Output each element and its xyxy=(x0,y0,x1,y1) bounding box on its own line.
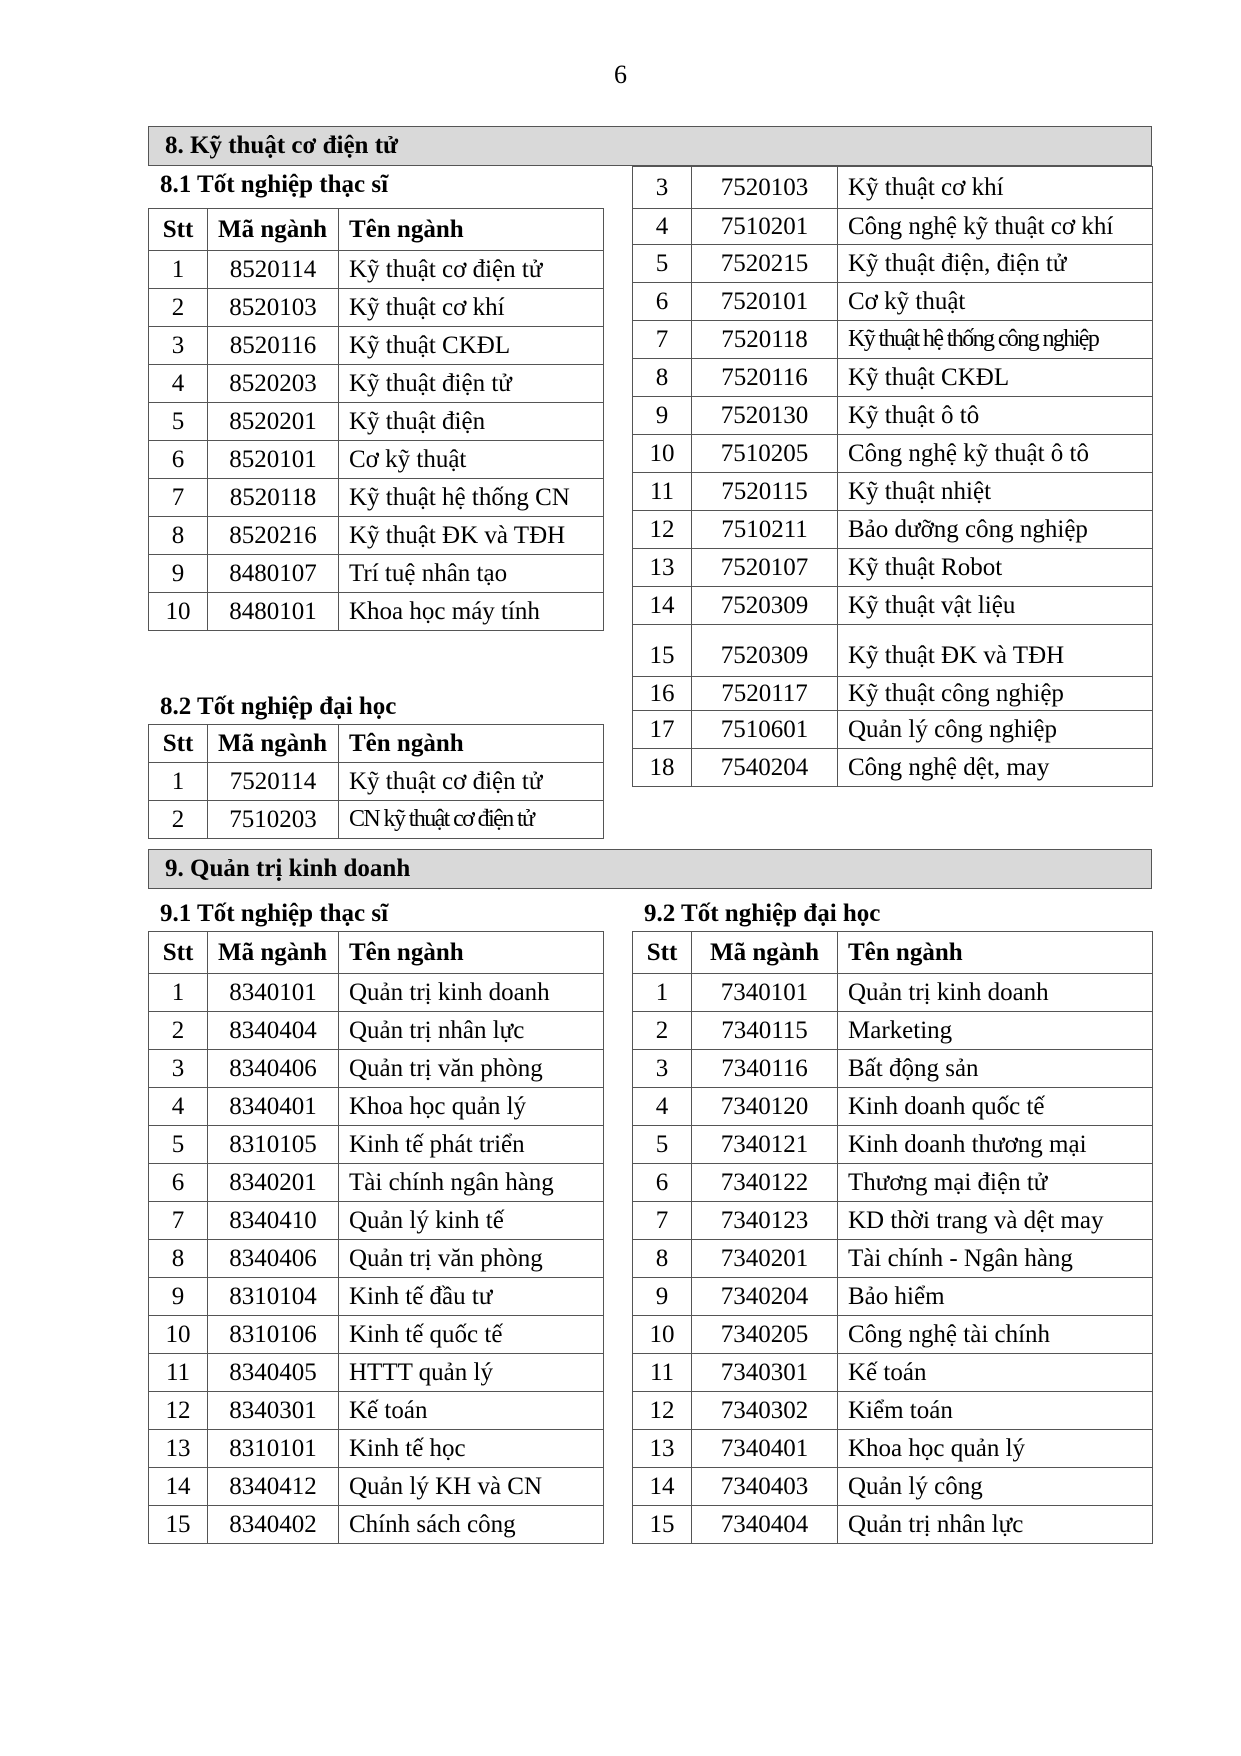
table-row xyxy=(149,1050,604,1088)
row-code: 7510211 xyxy=(692,511,838,549)
table-row xyxy=(633,321,1153,359)
header-stt: Stt xyxy=(149,209,208,251)
row-code: 8480107 xyxy=(208,555,339,593)
table-row xyxy=(633,1468,1153,1506)
row-code: 7520115 xyxy=(692,473,838,511)
row-stt: 8 xyxy=(149,1240,208,1278)
row-name: Kinh doanh thương mại xyxy=(838,1126,1153,1164)
row-code: 7520309 xyxy=(692,625,838,677)
row-name: Kỹ thuật hệ thống CN xyxy=(339,479,604,517)
header-code: Mã ngành xyxy=(208,209,339,251)
row-code: 8340405 xyxy=(208,1354,339,1392)
row-code: 7340204 xyxy=(692,1278,838,1316)
table-row xyxy=(633,283,1153,321)
row-code: 7520116 xyxy=(692,359,838,397)
table-row xyxy=(633,677,1153,711)
section-9-1-table xyxy=(148,931,604,1544)
row-name: Kỹ thuật điện tử xyxy=(339,365,604,403)
row-code: 8340406 xyxy=(208,1050,339,1088)
row-code: 8340406 xyxy=(208,1240,339,1278)
row-code: 7520107 xyxy=(692,549,838,587)
row-stt: 10 xyxy=(149,1316,208,1354)
row-code: 7340404 xyxy=(692,1506,838,1544)
row-stt: 16 xyxy=(633,677,692,711)
row-stt: 6 xyxy=(149,1164,208,1202)
row-stt: 7 xyxy=(149,479,208,517)
row-name: Công nghệ kỹ thuật cơ khí xyxy=(838,209,1153,245)
row-stt: 6 xyxy=(633,283,692,321)
table-row xyxy=(149,1126,604,1164)
row-name: Kiểm toán xyxy=(838,1392,1153,1430)
table-row xyxy=(149,479,604,517)
row-stt: 8 xyxy=(149,517,208,555)
table-row xyxy=(633,1430,1153,1468)
row-stt: 8 xyxy=(633,1240,692,1278)
section-9-2-table xyxy=(632,931,1153,1544)
row-code: 8520103 xyxy=(208,289,339,327)
row-name: Cơ kỹ thuật xyxy=(339,441,604,479)
header-stt: Stt xyxy=(149,725,208,763)
row-name: Kỹ thuật hệ thống công nghiệp xyxy=(838,321,1153,359)
table-row xyxy=(149,555,604,593)
table-row xyxy=(149,1316,604,1354)
table-row xyxy=(633,1316,1153,1354)
row-code: 8310104 xyxy=(208,1278,339,1316)
table-row xyxy=(149,801,604,839)
row-name: Kế toán xyxy=(838,1354,1153,1392)
table-row xyxy=(633,1050,1153,1088)
table-row xyxy=(633,749,1153,787)
row-name: Thương mại điện tử xyxy=(838,1164,1153,1202)
row-stt: 1 xyxy=(633,974,692,1012)
table-row xyxy=(149,289,604,327)
row-stt: 4 xyxy=(149,365,208,403)
row-stt: 3 xyxy=(633,1050,692,1088)
row-stt: 12 xyxy=(633,511,692,549)
table-row xyxy=(149,1430,604,1468)
table-row xyxy=(149,1088,604,1126)
row-code: 7340115 xyxy=(692,1012,838,1050)
header-stt: Stt xyxy=(633,932,692,974)
table-row xyxy=(633,1278,1153,1316)
row-stt: 9 xyxy=(633,397,692,435)
row-stt: 10 xyxy=(633,1316,692,1354)
row-stt: 14 xyxy=(633,1468,692,1506)
row-name: Kỹ thuật ĐK và TĐH xyxy=(339,517,604,555)
row-name: Kinh tế đầu tư xyxy=(339,1278,604,1316)
row-name: Kinh tế quốc tế xyxy=(339,1316,604,1354)
table-row xyxy=(149,365,604,403)
row-name: Tài chính - Ngân hàng xyxy=(838,1240,1153,1278)
table-row xyxy=(633,397,1153,435)
row-code: 7340116 xyxy=(692,1050,838,1088)
header-code: Mã ngành xyxy=(208,725,339,763)
row-code: 8520203 xyxy=(208,365,339,403)
row-name: Quản trị kinh doanh xyxy=(838,974,1153,1012)
row-name: Kỹ thuật điện, điện tử xyxy=(838,245,1153,283)
row-code: 7520309 xyxy=(692,587,838,625)
row-code: 8340410 xyxy=(208,1202,339,1240)
table-row xyxy=(633,511,1153,549)
row-name: Quản trị văn phòng xyxy=(339,1050,604,1088)
table-row xyxy=(633,1202,1153,1240)
row-stt: 5 xyxy=(149,1126,208,1164)
row-code: 8340402 xyxy=(208,1506,339,1544)
row-stt: 9 xyxy=(149,555,208,593)
row-name: Marketing xyxy=(838,1012,1153,1050)
row-name: Kỹ thuật Robot xyxy=(838,549,1153,587)
row-stt: 6 xyxy=(633,1164,692,1202)
table-row xyxy=(149,763,604,801)
row-name: Quản lý KH và CN xyxy=(339,1468,604,1506)
row-name: Khoa học quản lý xyxy=(838,1430,1153,1468)
row-code: 8340404 xyxy=(208,1012,339,1050)
header-name: Tên ngành xyxy=(339,725,604,763)
row-code: 7510205 xyxy=(692,435,838,473)
row-stt: 4 xyxy=(633,1088,692,1126)
row-name: CN kỹ thuật cơ điện tử xyxy=(339,801,604,839)
row-stt: 5 xyxy=(149,403,208,441)
row-name: Kỹ thuật công nghiệp xyxy=(838,677,1153,711)
row-name: Bảo hiểm xyxy=(838,1278,1153,1316)
header-code: Mã ngành xyxy=(208,932,339,974)
row-name: Quản lý công xyxy=(838,1468,1153,1506)
table-row xyxy=(633,1012,1153,1050)
table-row xyxy=(149,1202,604,1240)
row-name: Khoa học máy tính xyxy=(339,593,604,631)
row-name: Kỹ thuật cơ điện tử xyxy=(339,251,604,289)
row-stt: 2 xyxy=(149,1012,208,1050)
row-code: 7520117 xyxy=(692,677,838,711)
row-code: 7520118 xyxy=(692,321,838,359)
row-stt: 14 xyxy=(149,1468,208,1506)
row-name: KD thời trang và dệt may xyxy=(838,1202,1153,1240)
row-name: Trí tuệ nhân tạo xyxy=(339,555,604,593)
section-8-header: 8. Kỹ thuật cơ điện tử xyxy=(148,126,1152,166)
row-stt: 3 xyxy=(149,327,208,365)
row-stt: 11 xyxy=(149,1354,208,1392)
row-code: 7520101 xyxy=(692,283,838,321)
table-header-row xyxy=(633,932,1153,974)
row-code: 8340301 xyxy=(208,1392,339,1430)
row-stt: 1 xyxy=(149,763,208,801)
row-stt: 12 xyxy=(633,1392,692,1430)
row-name: Chính sách công xyxy=(339,1506,604,1544)
row-code: 7510203 xyxy=(208,801,339,839)
row-code: 7340401 xyxy=(692,1430,838,1468)
row-code: 7520130 xyxy=(692,397,838,435)
row-stt: 4 xyxy=(633,209,692,245)
row-stt: 15 xyxy=(149,1506,208,1544)
row-stt: 9 xyxy=(149,1278,208,1316)
row-stt: 1 xyxy=(149,974,208,1012)
row-code: 7520215 xyxy=(692,245,838,283)
row-name: Quản trị văn phòng xyxy=(339,1240,604,1278)
row-stt: 13 xyxy=(633,1430,692,1468)
row-code: 8480101 xyxy=(208,593,339,631)
row-name: Quản trị nhân lực xyxy=(838,1506,1153,1544)
table-row xyxy=(149,251,604,289)
row-name: Quản trị kinh doanh xyxy=(339,974,604,1012)
row-name: Kinh tế phát triển xyxy=(339,1126,604,1164)
table-row xyxy=(633,1126,1153,1164)
row-code: 7340122 xyxy=(692,1164,838,1202)
table-row xyxy=(633,359,1153,397)
header-name: Tên ngành xyxy=(339,209,604,251)
row-stt: 3 xyxy=(149,1050,208,1088)
row-name: Kỹ thuật CKĐL xyxy=(339,327,604,365)
row-code: 8340201 xyxy=(208,1164,339,1202)
row-name: Kế toán xyxy=(339,1392,604,1430)
row-code: 7340301 xyxy=(692,1354,838,1392)
row-name: Công nghệ kỹ thuật ô tô xyxy=(838,435,1153,473)
row-name: Quản trị nhân lực xyxy=(339,1012,604,1050)
table-row xyxy=(149,1240,604,1278)
row-code: 7520114 xyxy=(208,763,339,801)
row-name: Bất động sản xyxy=(838,1050,1153,1088)
row-stt: 3 xyxy=(633,167,692,209)
row-stt: 18 xyxy=(633,749,692,787)
table-row xyxy=(149,1278,604,1316)
row-code: 7340121 xyxy=(692,1126,838,1164)
table-row xyxy=(633,1088,1153,1126)
table-row xyxy=(633,167,1153,209)
row-code: 7340120 xyxy=(692,1088,838,1126)
row-code: 7540204 xyxy=(692,749,838,787)
table-row xyxy=(633,1164,1153,1202)
row-stt: 10 xyxy=(633,435,692,473)
row-code: 8520216 xyxy=(208,517,339,555)
header-name: Tên ngành xyxy=(339,932,604,974)
row-stt: 12 xyxy=(149,1392,208,1430)
section-8-2-table-left xyxy=(148,724,604,839)
table-row xyxy=(149,1164,604,1202)
row-code: 7340205 xyxy=(692,1316,838,1354)
row-name: Kỹ thuật điện xyxy=(339,403,604,441)
row-name: Kinh doanh quốc tế xyxy=(838,1088,1153,1126)
row-code: 8520201 xyxy=(208,403,339,441)
row-stt: 8 xyxy=(633,359,692,397)
row-name: Tài chính ngân hàng xyxy=(339,1164,604,1202)
row-code: 7340201 xyxy=(692,1240,838,1278)
row-name: HTTT quản lý xyxy=(339,1354,604,1392)
row-name: Kỹ thuật cơ điện tử xyxy=(339,763,604,801)
table-row xyxy=(633,1240,1153,1278)
row-code: 7510201 xyxy=(692,209,838,245)
row-stt: 2 xyxy=(149,801,208,839)
row-name: Kỹ thuật ĐK và TĐH xyxy=(838,625,1153,677)
row-stt: 13 xyxy=(149,1430,208,1468)
row-stt: 5 xyxy=(633,1126,692,1164)
row-stt: 15 xyxy=(633,1506,692,1544)
table-row xyxy=(633,549,1153,587)
row-code: 8520118 xyxy=(208,479,339,517)
row-name: Công nghệ dệt, may xyxy=(838,749,1153,787)
row-stt: 17 xyxy=(633,711,692,749)
row-stt: 11 xyxy=(633,473,692,511)
row-name: Khoa học quản lý xyxy=(339,1088,604,1126)
row-code: 8340412 xyxy=(208,1468,339,1506)
row-code: 7510601 xyxy=(692,711,838,749)
table-row xyxy=(149,1012,604,1050)
row-code: 8310101 xyxy=(208,1430,339,1468)
table-row xyxy=(633,974,1153,1012)
section-9-header: 9. Quản trị kinh doanh xyxy=(148,849,1152,889)
row-name: Kỹ thuật cơ khí xyxy=(838,167,1153,209)
row-name: Kinh tế học xyxy=(339,1430,604,1468)
row-code: 8520101 xyxy=(208,441,339,479)
row-stt: 1 xyxy=(149,251,208,289)
table-row xyxy=(633,245,1153,283)
row-code: 8340401 xyxy=(208,1088,339,1126)
row-stt: 4 xyxy=(149,1088,208,1126)
table-header-row xyxy=(149,209,604,251)
row-code: 7340403 xyxy=(692,1468,838,1506)
row-stt: 2 xyxy=(149,289,208,327)
section-8-2-table-right xyxy=(632,166,1153,787)
row-stt: 11 xyxy=(633,1354,692,1392)
table-row xyxy=(149,327,604,365)
table-row xyxy=(633,625,1153,677)
row-code: 7520103 xyxy=(692,167,838,209)
row-name: Kỹ thuật vật liệu xyxy=(838,587,1153,625)
header-name: Tên ngành xyxy=(838,932,1153,974)
row-code: 8310105 xyxy=(208,1126,339,1164)
row-stt: 7 xyxy=(149,1202,208,1240)
row-name: Bảo dưỡng công nghiệp xyxy=(838,511,1153,549)
section-9-2-title: 9.2 Tốt nghiệp đại học xyxy=(644,900,881,927)
row-stt: 7 xyxy=(633,321,692,359)
table-row xyxy=(149,974,604,1012)
table-row xyxy=(633,711,1153,749)
row-stt: 9 xyxy=(633,1278,692,1316)
row-stt: 2 xyxy=(633,1012,692,1050)
table-header-row xyxy=(149,932,604,974)
row-name: Kỹ thuật ô tô xyxy=(838,397,1153,435)
row-name: Kỹ thuật nhiệt xyxy=(838,473,1153,511)
table-row xyxy=(149,441,604,479)
table-row xyxy=(633,587,1153,625)
section-8-1-title: 8.1 Tốt nghiệp thạc sĩ xyxy=(160,171,389,198)
row-stt: 15 xyxy=(633,625,692,677)
row-stt: 14 xyxy=(633,587,692,625)
row-stt: 10 xyxy=(149,593,208,631)
table-row xyxy=(633,435,1153,473)
row-code: 8310106 xyxy=(208,1316,339,1354)
row-name: Quản lý kinh tế xyxy=(339,1202,604,1240)
table-row xyxy=(149,403,604,441)
row-name: Cơ kỹ thuật xyxy=(838,283,1153,321)
table-row xyxy=(633,1506,1153,1544)
table-row xyxy=(633,1392,1153,1430)
section-9-1-title: 9.1 Tốt nghiệp thạc sĩ xyxy=(160,900,389,927)
row-name: Kỹ thuật cơ khí xyxy=(339,289,604,327)
row-code: 7340302 xyxy=(692,1392,838,1430)
header-code: Mã ngành xyxy=(692,932,838,974)
section-8-1-table xyxy=(148,208,604,631)
table-row xyxy=(149,1506,604,1544)
row-stt: 5 xyxy=(633,245,692,283)
row-name: Kỹ thuật CKĐL xyxy=(838,359,1153,397)
row-stt: 13 xyxy=(633,549,692,587)
section-8-2-title: 8.2 Tốt nghiệp đại học xyxy=(160,693,397,720)
row-name: Công nghệ tài chính xyxy=(838,1316,1153,1354)
row-code: 8340101 xyxy=(208,974,339,1012)
table-row xyxy=(149,517,604,555)
page-number: 6 xyxy=(614,60,627,89)
header-stt: Stt xyxy=(149,932,208,974)
row-code: 8520116 xyxy=(208,327,339,365)
table-row xyxy=(149,1468,604,1506)
table-header-row xyxy=(149,725,604,763)
table-row xyxy=(633,473,1153,511)
row-code: 7340101 xyxy=(692,974,838,1012)
row-stt: 7 xyxy=(633,1202,692,1240)
row-code: 7340123 xyxy=(692,1202,838,1240)
table-row xyxy=(633,209,1153,245)
row-code: 8520114 xyxy=(208,251,339,289)
row-name: Quản lý công nghiệp xyxy=(838,711,1153,749)
table-row xyxy=(149,593,604,631)
table-row xyxy=(149,1354,604,1392)
table-row xyxy=(149,1392,604,1430)
table-row xyxy=(633,1354,1153,1392)
row-stt: 6 xyxy=(149,441,208,479)
